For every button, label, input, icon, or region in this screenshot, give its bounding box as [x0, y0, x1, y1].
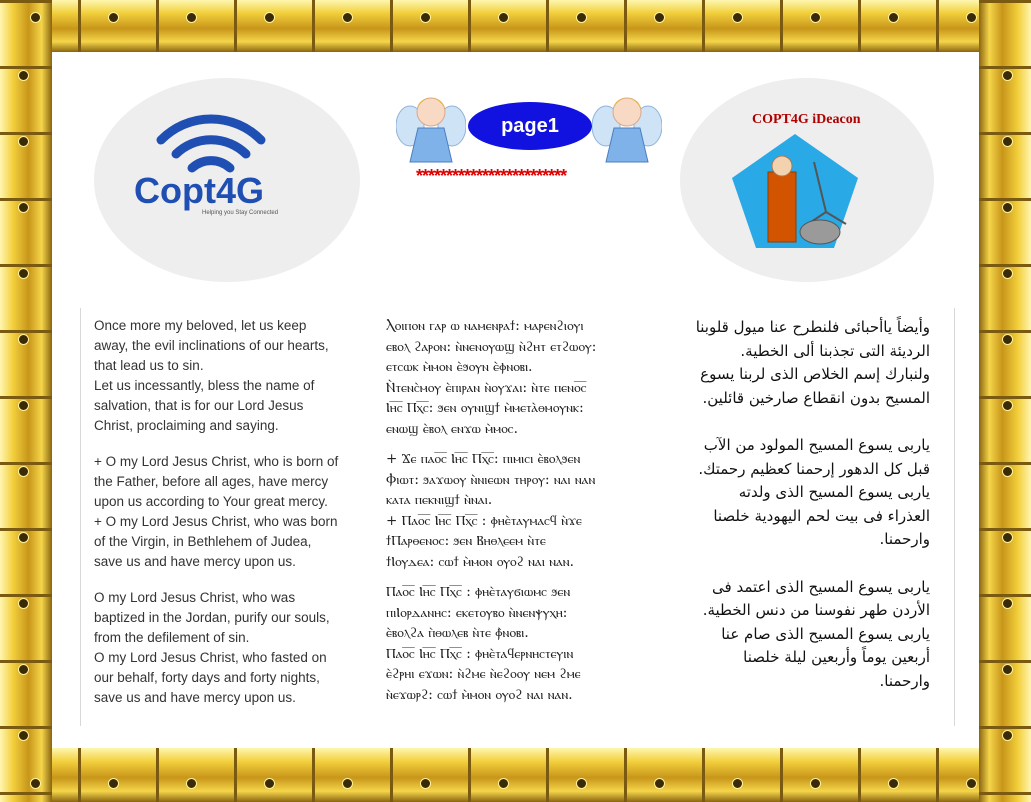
- english-paragraph: [94, 316, 356, 436]
- arabic-paragraph: [676, 434, 930, 552]
- arabic-line: ياربى يسوع المسيح الذى صام عنا: [721, 624, 930, 643]
- rivet-icon: [810, 12, 821, 23]
- english-line: from the defilement of sin.: [94, 630, 250, 645]
- coptic-line: ⲉⲛⲱϣ ⲉ̀ⲃⲟⲗ ⲉⲛϫⲱ ⲙ̀ⲙⲟⲥ.: [386, 420, 518, 437]
- english-line: the Father, before all ages, have mercy: [94, 474, 329, 489]
- rivet-icon: [18, 730, 29, 741]
- arabic-line: ياربى يسوع المسيح الذى ولدته: [738, 483, 930, 501]
- rivet-icon: [18, 334, 29, 345]
- rivet-icon: [576, 12, 587, 23]
- coptic-column: [386, 316, 648, 715]
- coptic-paragraph: [386, 316, 648, 439]
- rivet-icon: [576, 778, 587, 789]
- english-line: that lead us to sin.: [94, 358, 204, 373]
- column-divider: [80, 308, 81, 726]
- rivet-icon: [810, 778, 821, 789]
- arabic-line: ولنبارك إسم الخلاص الذى لربنا يسوع: [700, 365, 930, 383]
- rivet-icon: [108, 778, 119, 789]
- coptic-line: ⲡⲓⲒⲟⲣⲇⲁⲛⲏⲥ: ⲉⲕⲉⲧⲟⲩⲃⲟ ⲛ̀ⲛⲉⲛⲯⲩⲭⲏ:: [386, 604, 568, 621]
- rivet-icon: [1002, 334, 1013, 345]
- coptic-line: ⲉⲧⲥⲱⲕ ⲙ̀ⲙⲟⲛ ⲉ̀ϧⲟⲩⲛ ⲉ̀ⲫⲛⲟⲃⲓ.: [386, 359, 533, 375]
- arabic-line: العذراء فى بيت لحم اليهودية خلصنا: [713, 506, 930, 525]
- english-line: Christ, proclaiming and saying.: [94, 418, 279, 433]
- coptic-line: ϯⲠⲁⲣⲑⲉⲛⲟⲥ: ϧⲉⲛ Ⲃⲏⲑⲗⲉⲉⲙ ⲛ̀ⲧⲉ: [386, 533, 546, 549]
- frame-top: [0, 0, 1031, 52]
- coptic-line: Ⲗⲟⲓⲡⲟⲛ ⲅⲁⲣ ⲱ ⲛⲁⲙⲉⲛⲣⲁϯ: ⲙⲁⲣⲉⲛϩⲓⲟⲩⲓ: [386, 318, 584, 334]
- arabic-line: ياربى يسوع المسيح الذى اعتمد فى: [712, 577, 930, 596]
- rivet-icon: [1002, 532, 1013, 543]
- rivet-icon: [888, 12, 899, 23]
- rivet-icon: [186, 12, 197, 23]
- rivet-icon: [18, 202, 29, 213]
- rivet-icon: [18, 70, 29, 81]
- coptic-paragraph: [386, 582, 648, 705]
- coptic-line: ϯⲒⲟⲩⲇⲉⲁ: ⲥⲱϯ ⲙ̀ⲙⲟⲛ ⲟⲩⲟϩ ⲛⲁⲓ ⲛⲁⲛ.: [386, 553, 574, 570]
- rivet-icon: [30, 12, 41, 23]
- copt4g-logo: [94, 78, 360, 282]
- english-line: + O my Lord Jesus Christ, who was born: [94, 514, 338, 529]
- coptic-line: ⲉ̀ϩⲣⲏⲓ ⲉϫⲱⲛ: ⲛ̀ϩⲙⲉ ⲛ̀ⲉϩⲟⲟⲩ ⲛⲉⲙ ϩⲙⲉ: [386, 666, 581, 682]
- star-divider: *************************: [416, 166, 567, 186]
- coptic-line: ⲛ̀ⲉϫⲱⲣϩ: ⲥⲱϯ ⲙ̀ⲙⲟⲛ ⲟⲩⲟϩ ⲛⲁⲓ ⲛⲁⲛ.: [386, 686, 573, 703]
- brand-wordmark: [134, 170, 264, 212]
- page-indicator: page1: [468, 102, 592, 150]
- ideacon-logo: [680, 78, 934, 282]
- coptic-line: + Ϫⲉ ⲡⲁⲟ̅ⲥ̅ Ⲓⲏ̅ⲥ̅ Ⲡⲭ̅ⲥ̅: ⲡⲓⲙⲓⲥⲓ ⲉ̀ⲃⲟⲗϧⲉⲛ: [386, 451, 581, 467]
- frame-bottom: [0, 748, 1031, 802]
- coptic-line: Ⲛ̀ⲧⲉⲛⲥ̀ⲙⲟⲩ ⲉ̀ⲡⲓⲣⲁⲛ ⲛ̀ⲟⲩϫⲁⲓ: ⲛ̀ⲧⲉ ⲡⲉⲛⲟ̅ⲥ̅: [386, 379, 587, 396]
- rivet-icon: [1002, 730, 1013, 741]
- arabic-line: وارحمنا.: [879, 530, 930, 548]
- english-line: baptized in the Jordan, purify our souls,: [94, 610, 330, 625]
- column-divider: [954, 308, 955, 726]
- rivet-icon: [18, 532, 29, 543]
- ideacon-title: COPT4G iDeacon: [752, 112, 861, 127]
- rivet-icon: [30, 778, 41, 789]
- rivet-icon: [186, 778, 197, 789]
- arabic-line: أربعين يوماً وأربعين ليلة خلصنا: [743, 648, 930, 666]
- english-line: Once more my beloved, let us keep: [94, 318, 307, 333]
- rivet-icon: [654, 12, 665, 23]
- rivet-icon: [888, 778, 899, 789]
- coptic-line: Ⲫⲓⲱⲧ: ϧⲁϫⲱⲟⲩ ⲛ̀ⲛⲓⲉⲱⲛ ⲧⲏⲣⲟⲩ: ⲛⲁⲓ ⲛⲁⲛ: [386, 471, 596, 488]
- english-line: O my Lord Jesus Christ, who fasted on: [94, 650, 327, 665]
- rivet-icon: [1002, 598, 1013, 609]
- english-line: + O my Lord Jesus Christ, who is born of: [94, 454, 339, 469]
- arabic-line: الرديئة التى تجذبنا ألى الخطية.: [740, 341, 930, 360]
- english-line: our behalf, forty days and forty nights,: [94, 670, 320, 685]
- arabic-paragraph: [676, 316, 930, 410]
- rivet-icon: [966, 12, 977, 23]
- arabic-line: ياربى يسوع المسيح المولود من الآب: [703, 436, 930, 454]
- rivet-icon: [18, 136, 29, 147]
- english-line: upon us according to Your great mercy.: [94, 494, 328, 509]
- english-paragraph: [94, 588, 356, 708]
- rivet-icon: [264, 12, 275, 23]
- coptic-line: ⲉ̀ⲃⲟⲗϩⲁ ⲡ̀ⲑⲱⲗⲉⲃ ⲛ̀ⲧⲉ ⲫ̀ⲛⲟⲃⲓ.: [386, 625, 529, 641]
- brand-number: 4G: [215, 170, 264, 211]
- rivet-icon: [18, 400, 29, 411]
- coptic-line: Ⲡⲁⲟ̅ⲥ̅ Ⲓⲏ̅ⲥ̅ Ⲡⲭ̅ⲥ̅ : ⲫⲏⲉ̀ⲧⲁⲩϭⲓⲱⲙⲥ ϧⲉⲛ: [386, 584, 571, 600]
- brand-main: Copt: [134, 170, 216, 211]
- english-line: salvation, that is for our Lord Jesus: [94, 398, 304, 413]
- rivet-icon: [1002, 70, 1013, 81]
- arabic-line: قبل كل الدهور إرحمنا كعظيم رحمتك.: [698, 459, 930, 478]
- rivet-icon: [1002, 466, 1013, 477]
- rivet-icon: [1002, 664, 1013, 675]
- rivet-icon: [18, 664, 29, 675]
- rivet-icon: [498, 778, 509, 789]
- deacon-emblem-icon: [730, 132, 860, 250]
- english-paragraph: [94, 452, 356, 572]
- rivet-icon: [732, 778, 743, 789]
- english-line: of the Virgin, in Bethlehem of Judea,: [94, 534, 312, 549]
- coptic-line: + Ⲡⲁⲟ̅ⲥ̅ Ⲓⲏ̅ⲥ̅ Ⲡⲭ̅ⲥ̅ : ⲫⲏⲉ̀ⲧⲁⲩⲙⲁⲥϥ ⲛ̀ϫⲉ: [386, 512, 582, 529]
- rivet-icon: [342, 778, 353, 789]
- arabic-line: وأيضاً ياأحبائى فلنطرح عنا ميول قلوبنا: [695, 318, 930, 336]
- english-column: [94, 316, 356, 724]
- rivet-icon: [966, 778, 977, 789]
- page-header: [396, 84, 666, 194]
- rivet-icon: [420, 778, 431, 789]
- coptic-paragraph: [386, 449, 648, 572]
- rivet-icon: [498, 12, 509, 23]
- rivet-icon: [18, 598, 29, 609]
- english-line: away, the evil inclinations of our hearts,: [94, 338, 329, 353]
- angel-icon: [592, 84, 662, 164]
- rivet-icon: [420, 12, 431, 23]
- angel-icon: [396, 84, 466, 164]
- rivet-icon: [1002, 136, 1013, 147]
- english-line: O my Lord Jesus Christ, who was: [94, 590, 296, 605]
- arabic-line: الأردن طهر نفوسنا من دنس الخطية.: [702, 601, 930, 619]
- english-line: Let us incessantly, bless the name of: [94, 378, 315, 393]
- coptic-line: Ⲡⲁⲟ̅ⲥ̅ Ⲓⲏ̅ⲥ̅ Ⲡⲭ̅ⲥ̅ : ⲫⲏⲉ̀ⲧⲁϥⲉⲣⲛⲏⲥⲧⲉⲩⲓⲛ: [386, 645, 574, 662]
- coptic-line: ⲉⲃⲟⲗ ϩⲁⲣⲟⲛ: ⲛ̀ⲛⲉⲛⲟⲩⲱϣ ⲛ̀ϩⲏⲧ ⲉⲧϩⲱⲟⲩ:: [386, 338, 597, 355]
- rivet-icon: [1002, 268, 1013, 279]
- arabic-paragraph: [676, 576, 930, 694]
- arabic-line: المسيح بدون انقطاع صارخين قائلين.: [702, 388, 930, 407]
- arabic-line: وارحمنا.: [879, 671, 930, 690]
- rivet-icon: [1002, 202, 1013, 213]
- rivet-icon: [654, 778, 665, 789]
- rivet-icon: [1002, 400, 1013, 411]
- arabic-column: [676, 316, 930, 717]
- rivet-icon: [342, 12, 353, 23]
- rivet-icon: [18, 268, 29, 279]
- rivet-icon: [18, 466, 29, 477]
- coptic-line: ⲕⲁⲧⲁ ⲡⲉⲕⲛⲓϣϯ ⲛ̀ⲛⲁⲓ.: [386, 492, 493, 508]
- english-line: save us and have mercy upon us.: [94, 690, 296, 705]
- brand-tagline: Helping you Stay Connected: [202, 210, 279, 216]
- rivet-icon: [108, 12, 119, 23]
- rivet-icon: [264, 778, 275, 789]
- english-line: save us and have mercy upon us.: [94, 554, 296, 569]
- rivet-icon: [732, 12, 743, 23]
- coptic-line: Ⲓⲏ̅ⲥ̅ Ⲡⲭ̅ⲥ̅: ϧⲉⲛ ⲟⲩⲛⲓϣϯ ⲙ̀ⲙⲉⲧⲁ̀ⲑⲙⲟⲩⲛⲕ:: [386, 400, 584, 416]
